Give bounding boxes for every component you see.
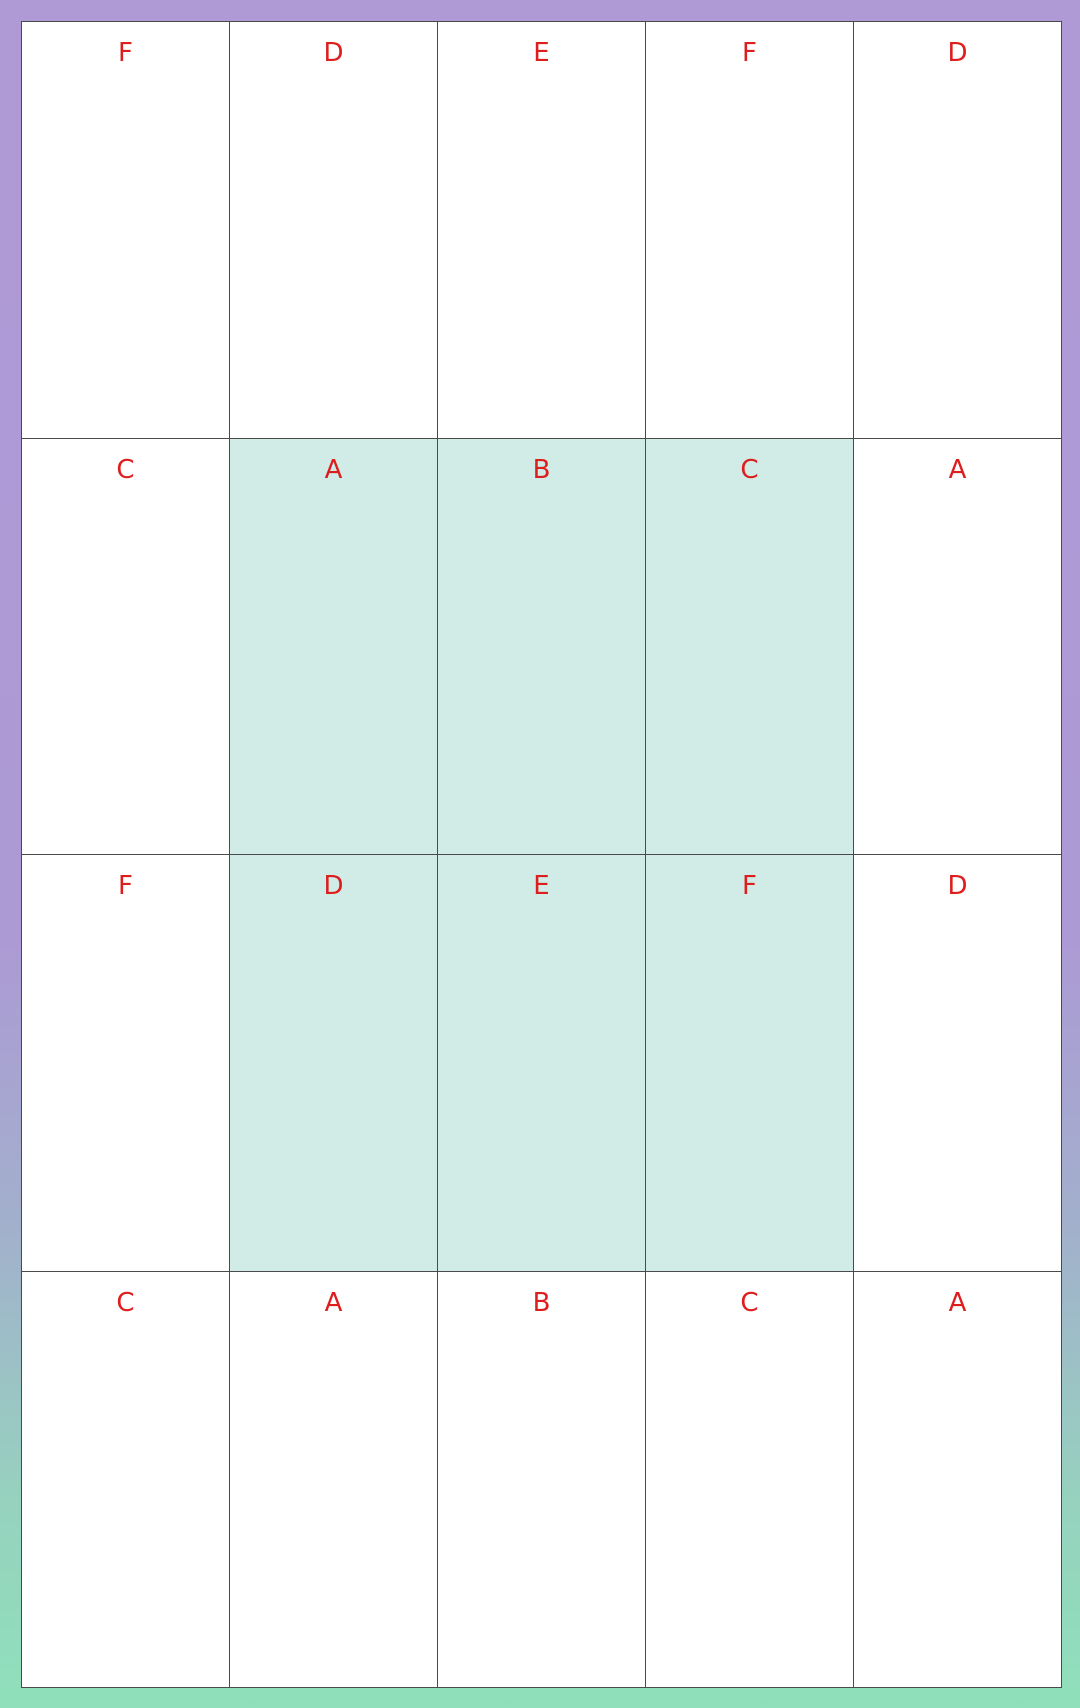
cell-letter: C [116,1287,135,1318]
grid-cell-r3-c5 [854,855,1062,1272]
cell-letter: F [742,38,757,68]
grid-cell-r1-c4 [646,22,854,439]
cell-letter: D [947,871,968,901]
cell-letter: A [948,1287,967,1318]
cell-letter: A [324,1287,343,1318]
grid-cell-r1-c2 [230,22,438,439]
grid-cell-r3-c1 [22,855,230,1272]
cell-letter: D [947,38,968,68]
grid-cell-r3-c3 [438,855,646,1272]
grid-cell-r4-c1 [22,1272,230,1689]
cell-letter: A [948,454,967,485]
grid-cell-r4-c3 [438,1272,646,1689]
cell-letter: F [742,871,757,901]
cell-letter: C [740,1287,759,1318]
cell-letter: D [323,38,344,68]
cell-letter: B [532,1287,551,1318]
grid-cell-r1-c3 [438,22,646,439]
grid-cell-r3-c2 [230,855,438,1272]
cell-letter: F [118,871,133,901]
grid-cell-r2-c3 [438,439,646,856]
cell-letter: E [533,38,550,68]
grid-cell-r1-c5 [854,22,1062,439]
cell-letter: B [532,454,551,485]
grid-cell-r4-c4 [646,1272,854,1689]
letter-grid [21,21,1062,1688]
grid-cell-r4-c5 [854,1272,1062,1689]
grid-cell-r2-c5 [854,439,1062,856]
grid-cell-r2-c1 [22,439,230,856]
cell-letter: C [740,454,759,485]
grid-cell-r1-c1 [22,22,230,439]
cell-letter: E [533,871,550,901]
grid-cell-r2-c2 [230,439,438,856]
cell-letter: D [323,871,344,901]
cell-letter: C [116,454,135,485]
grid-cell-r4-c2 [230,1272,438,1689]
grid-cell-r3-c4 [646,855,854,1272]
grid-cell-r2-c4 [646,439,854,856]
cell-letter: A [324,454,343,485]
cell-letter: F [118,38,133,68]
